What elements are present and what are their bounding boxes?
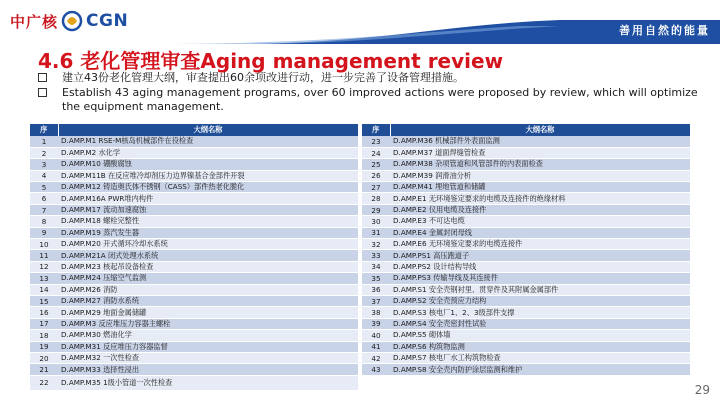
table-row — [362, 227, 690, 238]
title-en: Aging management review — [200, 49, 504, 73]
table-row — [362, 364, 690, 375]
table-row — [362, 352, 690, 363]
column-header-name: 大纲名称 — [58, 124, 358, 136]
program-name: D.AMP.M33 选择性浸出 — [58, 364, 358, 375]
row-number: 15 — [30, 295, 58, 306]
page-title — [38, 45, 503, 74]
program-name: D.AMP.S1 安全壳钢衬里、贯穿件及其附属金属部件 — [390, 284, 690, 295]
row-number: 25 — [362, 159, 390, 170]
program-name: D.AMP.S8 安全壳内防护涂层监测和维护 — [390, 364, 690, 375]
row-number: 9 — [30, 227, 58, 238]
row-number: 30 — [362, 216, 390, 227]
program-name: D.AMP.M16A PWR堆内构件 — [58, 193, 358, 204]
row-number: 2 — [30, 147, 58, 158]
program-name: D.AMP.S7 核电厂水工构筑物检查 — [390, 352, 690, 363]
row-number: 43 — [362, 364, 390, 375]
title-cn: 4.6 老化管理审查 — [38, 49, 201, 73]
table-row — [30, 227, 358, 238]
table-row — [362, 250, 690, 261]
row-number: 35 — [362, 273, 390, 284]
table-row — [362, 147, 690, 158]
program-name: D.AMP.M24 压缩空气监测 — [58, 273, 358, 284]
table-row — [30, 216, 358, 227]
table-row — [30, 330, 358, 341]
program-name: D.AMP.S2 安全壳预应力结构 — [390, 295, 690, 306]
row-number: 23 — [362, 136, 390, 147]
program-name: D.AMP.S5 砌体墙 — [390, 330, 690, 341]
bullet-text-cn: 建立43份老化管理大纲，审查提出60余项改进行动，进一步完善了设备管理措施。 — [62, 71, 464, 84]
program-name: D.AMP.E3 不可达电缆 — [390, 216, 690, 227]
program-name: D.AMP.PS3 传输导线及其连接件 — [390, 273, 690, 284]
program-name: D.AMP.S3 核电厂1、2、3级部件支撑 — [390, 307, 690, 318]
program-name: D.AMP.M17 流动加速腐蚀 — [58, 204, 358, 215]
table-body-left — [30, 136, 358, 390]
row-number: 36 — [362, 284, 390, 295]
page-number: 29 — [694, 383, 710, 397]
row-number: 10 — [30, 239, 58, 250]
row-number: 7 — [30, 204, 58, 215]
table-row — [30, 250, 358, 261]
table-row — [362, 318, 690, 329]
table-row — [362, 159, 690, 170]
table-row — [362, 239, 690, 250]
program-name: D.AMP.M31 反应堆压力容器监督 — [58, 341, 358, 352]
logo-en-text: CGN — [86, 11, 129, 31]
table-row — [362, 216, 690, 227]
table-row — [30, 204, 358, 215]
table-row — [30, 136, 358, 147]
program-name: D.AMP.M38 杂项管道和风管部件的内表面检查 — [390, 159, 690, 170]
checkbox-bullet-icon — [38, 73, 47, 82]
table-row — [362, 182, 690, 193]
row-number: 18 — [30, 330, 58, 341]
row-number: 37 — [362, 295, 390, 306]
program-name: D.AMP.E1 无环境鉴定要求的电缆及连接件的绝缘材料 — [390, 193, 690, 204]
row-number: 16 — [30, 307, 58, 318]
row-number: 32 — [362, 239, 390, 250]
table-header-row — [30, 124, 358, 136]
bullet-list — [38, 71, 698, 115]
table-row — [30, 295, 358, 306]
program-name: D.AMP.PS1 高压跑道子 — [390, 250, 690, 261]
row-number: 13 — [30, 273, 58, 284]
bullet-text-en: Establish 43 aging management programs, over 60 improved actions were proposed by review, which will optimize the equipment management. — [62, 86, 698, 113]
logo-cn-text: 中广核 — [10, 12, 59, 31]
row-number: 6 — [30, 193, 58, 204]
row-number: 19 — [30, 341, 58, 352]
table-row — [362, 295, 690, 306]
brand-band — [0, 20, 720, 44]
row-number: 31 — [362, 227, 390, 238]
program-name: D.AMP.M21A 闭式处理水系统 — [58, 250, 358, 261]
bullet-item — [38, 86, 698, 114]
table-row — [30, 364, 358, 375]
program-name: D.AMP.M11B 在反应堆冷却剂压力边界镍基合金部件开裂 — [58, 170, 358, 181]
table-row — [362, 341, 690, 352]
row-number: 38 — [362, 307, 390, 318]
program-name: D.AMP.M1 RSE-M核岛机械部件在役检查 — [58, 136, 358, 147]
table-row — [362, 136, 690, 147]
column-header-no: 序 — [30, 124, 58, 136]
row-number: 39 — [362, 318, 390, 329]
table-row — [30, 318, 358, 329]
program-name: D.AMP.M20 开式循环冷却水系统 — [58, 239, 358, 250]
header-bar — [0, 0, 720, 45]
row-number: 33 — [362, 250, 390, 261]
row-number: 17 — [30, 318, 58, 329]
table-row — [30, 159, 358, 170]
program-name: D.AMP.M18 螺栓完整性 — [58, 216, 358, 227]
table-row — [362, 307, 690, 318]
row-number: 20 — [30, 352, 58, 363]
table-row — [30, 193, 358, 204]
program-name: D.AMP.M27 消防水系统 — [58, 295, 358, 306]
program-name: D.AMP.S4 安全壳密封性试验 — [390, 318, 690, 329]
row-number: 34 — [362, 261, 390, 272]
program-name: D.AMP.M19 蒸汽发生器 — [58, 227, 358, 238]
row-number: 42 — [362, 352, 390, 363]
table-row — [362, 284, 690, 295]
table-row — [30, 147, 358, 158]
table-row — [30, 170, 358, 181]
program-name: D.AMP.M2 水化学 — [58, 147, 358, 158]
program-name: D.AMP.M23 核起吊设备检查 — [58, 261, 358, 272]
table-row — [362, 330, 690, 341]
table-row — [30, 182, 358, 193]
program-name: D.AMP.M30 燃油化学 — [58, 330, 358, 341]
row-number: 14 — [30, 284, 58, 295]
table-body-right — [362, 136, 690, 375]
bullet-item — [38, 71, 698, 85]
table-row — [30, 341, 358, 352]
program-name: D.AMP.M41 埋地管道和储罐 — [390, 182, 690, 193]
row-number: 27 — [362, 182, 390, 193]
program-name: D.AMP.M3 反应堆压力容器主螺栓 — [58, 318, 358, 329]
row-number: 29 — [362, 204, 390, 215]
table-header-row — [362, 124, 690, 136]
row-number: 3 — [30, 159, 58, 170]
table-row — [362, 273, 690, 284]
program-name: D.AMP.M36 机械部件外表面监测 — [390, 136, 690, 147]
column-header-name: 大纲名称 — [390, 124, 690, 136]
program-name: D.AMP.M37 道面焊缝管检查 — [390, 147, 690, 158]
table-row — [30, 284, 358, 295]
row-number: 8 — [30, 216, 58, 227]
row-number: 12 — [30, 261, 58, 272]
brand-slogan: 善用自然的能量 — [619, 24, 710, 37]
row-number: 40 — [362, 330, 390, 341]
program-name: D.AMP.E2 仪用电缆及连接件 — [390, 204, 690, 215]
table-row — [362, 204, 690, 215]
row-number: 22 — [30, 375, 58, 390]
table-row — [30, 352, 358, 363]
row-number: 28 — [362, 193, 390, 204]
program-name: D.AMP.M29 地面金属储罐 — [58, 307, 358, 318]
program-name: D.AMP.E6 无环境鉴定要求的电缆连接件 — [390, 239, 690, 250]
table-row — [30, 375, 358, 390]
checkbox-bullet-icon — [38, 88, 47, 97]
row-number: 1 — [30, 136, 58, 147]
table-row — [30, 307, 358, 318]
programs-table-left — [30, 124, 359, 391]
table-row — [362, 170, 690, 181]
column-header-no: 序 — [362, 124, 390, 136]
row-number: 21 — [30, 364, 58, 375]
row-number: 4 — [30, 170, 58, 181]
row-number: 41 — [362, 341, 390, 352]
program-name: D.AMP.M12 铸造奥氏体不锈钢（CASS）部件热老化脆化 — [58, 182, 358, 193]
program-name: D.AMP.M26 消防 — [58, 284, 358, 295]
table-row — [30, 261, 358, 272]
table-row — [362, 193, 690, 204]
programs-table-right — [362, 124, 691, 376]
program-name: D.AMP.M35 1级小管道一次性检查 — [58, 375, 358, 390]
program-name: D.AMP.S6 构筑物监测 — [390, 341, 690, 352]
table-row — [30, 239, 358, 250]
table-row — [362, 261, 690, 272]
row-number: 26 — [362, 170, 390, 181]
row-number: 5 — [30, 182, 58, 193]
program-name: D.AMP.M10 硼酸腐蚀 — [58, 159, 358, 170]
program-name: D.AMP.M39 润滑油分析 — [390, 170, 690, 181]
program-name: D.AMP.M32 一次性检查 — [58, 352, 358, 363]
row-number: 11 — [30, 250, 58, 261]
program-name: D.AMP.PS2 设计结构导线 — [390, 261, 690, 272]
program-name: D.AMP.E4 金属封闭母线 — [390, 227, 690, 238]
row-number: 24 — [362, 147, 390, 158]
table-row — [30, 273, 358, 284]
